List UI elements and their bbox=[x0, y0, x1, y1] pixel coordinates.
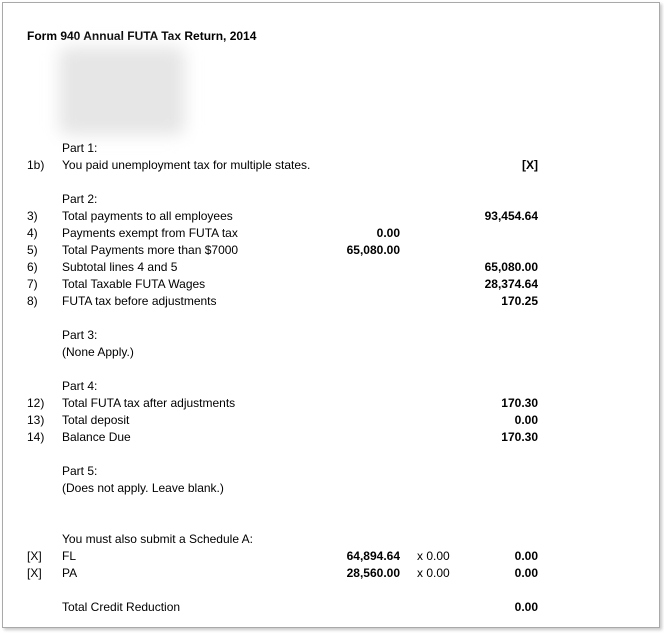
line-number: 3) bbox=[27, 209, 38, 223]
line-value: 65,080.00 bbox=[484, 260, 538, 274]
line-value: 170.30 bbox=[501, 396, 538, 410]
line-mid-value: 0.00 bbox=[376, 226, 400, 240]
line-7-row bbox=[3, 277, 659, 292]
line-label: Total Taxable FUTA Wages bbox=[62, 277, 206, 291]
total-credit-reduction-row bbox=[3, 600, 659, 615]
line-1b-row bbox=[3, 158, 659, 173]
schedule-a-rate: x 0.00 bbox=[417, 549, 450, 563]
form-document bbox=[2, 2, 660, 628]
part4-heading-row bbox=[3, 379, 659, 394]
line-6-row bbox=[3, 260, 659, 275]
line-label: Total Payments more than $7000 bbox=[62, 243, 239, 257]
line-number: 6) bbox=[27, 260, 38, 274]
line-label: FUTA tax before adjustments bbox=[62, 294, 217, 308]
line-8-row bbox=[3, 294, 659, 309]
line-label: Total FUTA tax after adjustments bbox=[62, 396, 236, 410]
schedule-a-wages: 64,894.64 bbox=[346, 549, 400, 563]
line-value: 0.00 bbox=[514, 413, 538, 427]
part3-note: (None Apply.) bbox=[62, 345, 134, 359]
part1-heading: Part 1: bbox=[62, 141, 98, 155]
schedule-a-row-fl bbox=[3, 549, 659, 564]
line-5-row bbox=[3, 243, 659, 258]
line-13-row bbox=[3, 413, 659, 428]
schedule-a-mark: [X] bbox=[27, 549, 42, 563]
line-label: Total deposit bbox=[62, 413, 130, 427]
line-number: 1b) bbox=[27, 158, 45, 172]
line-14-row bbox=[3, 430, 659, 445]
line-number: 13) bbox=[27, 413, 45, 427]
line-number: 7) bbox=[27, 277, 38, 291]
part1-heading-row bbox=[3, 141, 659, 156]
redacted-address-block bbox=[59, 47, 185, 135]
schedule-a-rate: x 0.00 bbox=[417, 566, 450, 580]
part3-heading-row bbox=[3, 328, 659, 343]
part2-heading-row bbox=[3, 192, 659, 207]
form-title: Form 940 Annual FUTA Tax Return, 2014 bbox=[27, 29, 257, 43]
part5-note: (Does not apply. Leave blank.) bbox=[62, 481, 224, 495]
line-label: Balance Due bbox=[62, 430, 131, 444]
line-number: 12) bbox=[27, 396, 45, 410]
line-label: Total payments to all employees bbox=[62, 209, 233, 223]
line-number: 5) bbox=[27, 243, 38, 257]
line-number: 4) bbox=[27, 226, 38, 240]
line-label: Subtotal lines 4 and 5 bbox=[62, 260, 178, 274]
schedule-a-heading: You must also submit a Schedule A: bbox=[62, 532, 254, 546]
part3-note-row bbox=[3, 345, 659, 360]
schedule-a-heading-row bbox=[3, 532, 659, 547]
schedule-a-state: FL bbox=[62, 549, 77, 563]
line-mid-value: 65,080.00 bbox=[346, 243, 400, 257]
line-value: 28,374.64 bbox=[484, 277, 538, 291]
schedule-a-wages: 28,560.00 bbox=[346, 566, 400, 580]
schedule-a-row-pa bbox=[3, 566, 659, 581]
part4-heading: Part 4: bbox=[62, 379, 98, 393]
line-number: 8) bbox=[27, 294, 38, 308]
part3-heading: Part 3: bbox=[62, 328, 98, 342]
part5-heading: Part 5: bbox=[62, 464, 98, 478]
line-value: 93,454.64 bbox=[484, 209, 538, 223]
line-value: [X] bbox=[522, 158, 538, 172]
part2-heading: Part 2: bbox=[62, 192, 98, 206]
total-credit-reduction-value: 0.00 bbox=[514, 600, 538, 614]
total-credit-reduction-label: Total Credit Reduction bbox=[62, 600, 181, 614]
line-number: 14) bbox=[27, 430, 45, 444]
part5-heading-row bbox=[3, 464, 659, 479]
line-3-row bbox=[3, 209, 659, 224]
line-value: 170.25 bbox=[501, 294, 538, 308]
schedule-a-mark: [X] bbox=[27, 566, 42, 580]
line-value: 170.30 bbox=[501, 430, 538, 444]
schedule-a-value: 0.00 bbox=[514, 566, 538, 580]
line-4-row bbox=[3, 226, 659, 241]
part5-note-row bbox=[3, 481, 659, 496]
line-12-row bbox=[3, 396, 659, 411]
schedule-a-value: 0.00 bbox=[514, 549, 538, 563]
line-label: You paid unemployment tax for multiple states. bbox=[62, 158, 311, 172]
schedule-a-state: PA bbox=[62, 566, 78, 580]
line-label: Payments exempt from FUTA tax bbox=[62, 226, 238, 240]
